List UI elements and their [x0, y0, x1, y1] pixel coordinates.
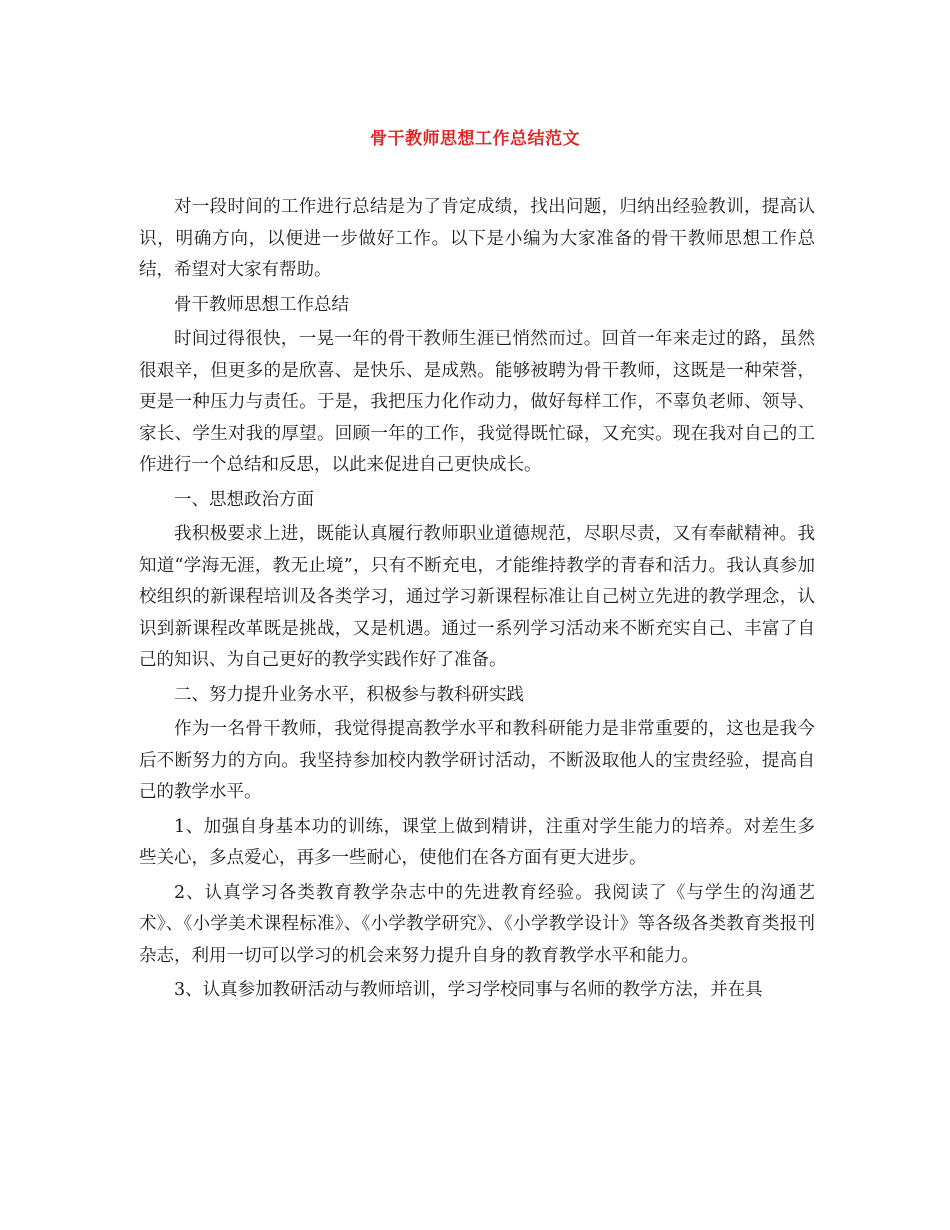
paragraph-section-2: 作为一名骨干教师，我觉得提高教学水平和教科研能力是非常重要的，这也是我今后不断努力的方向。我坚持参加校内教学研讨活动，不断汲取他人的宝贵经验，提高自己的教学水平。 — [139, 719, 815, 802]
document-body — [139, 192, 815, 1010]
paragraph-subtitle: 骨干教师思想工作总结 — [174, 294, 349, 315]
list-item-1: 1、加强自身基本功的训练，课堂上做到精讲，注重对学生能力的培养。对差生多些关心，多点爱心，再多一些耐心，使他们在各方面有更大进步。 — [139, 816, 815, 868]
paragraph-section-1: 我积极要求上进，既能认真履行教师职业道德规范，尽职尽责，又有奉献精神。我知道“学海无涯，教无止境”，只有不断充电，才能维持教学的青春和活力。我认真参加校组织的新课程培训及各类学习，通过学习新课程标准让自己树立先进的教学理念，认识到新课程改革既是挑战，又是机遇。通过一系列学习活动来不断充实自己、丰富了自己的知识、为自己更好的教学实践作好了准备。 — [139, 524, 815, 670]
list-item-2: 2、认真学习各类教育教学杂志中的先进教育经验。我阅读了《与学生的沟通艺术》、《小学美术课程标准》、《小学教学研究》、《小学教学设计》等各级各类教育类报刊杂志，利用一切可以学习的机会来努力提升自身的教育教学水平和能力。 — [139, 882, 815, 966]
list-item-3: 3、认真参加教研活动与教师培训，学习学校同事与名师的教学方法，并在具 — [174, 980, 763, 1000]
section-heading-2: 二、努力提升业务水平，积极参与教科研实践 — [174, 684, 524, 705]
section-heading-1: 一、思想政治方面 — [174, 489, 314, 510]
document-title: 骨干教师思想工作总结范文 — [370, 129, 580, 149]
paragraph-intro: 对一段时间的工作进行总结是为了肯定成绩，找出问题，归纳出经验教训，提高认识，明确方向，以便进一步做好工作。以下是小编为大家准备的骨干教师思想工作总结，希望对大家有帮助。 — [139, 197, 815, 280]
paragraph-overview: 时间过得很快，一晃一年的骨干教师生涯已悄然而过。回首一年来走过的路，虽然很艰辛，但更多的是欣喜、是快乐、是成熟。能够被聘为骨干教师，这既是一种荣誉，更是一种压力与责任。于是，我把压力化作动力，做好每样工作，不辜负老师、领导、家长、学生对我的厚望。回顾一年的工作，我觉得既忙碌，又充实。现在我对自己的工作进行一个总结和反思，以此来促进自己更快成长。 — [139, 329, 815, 475]
